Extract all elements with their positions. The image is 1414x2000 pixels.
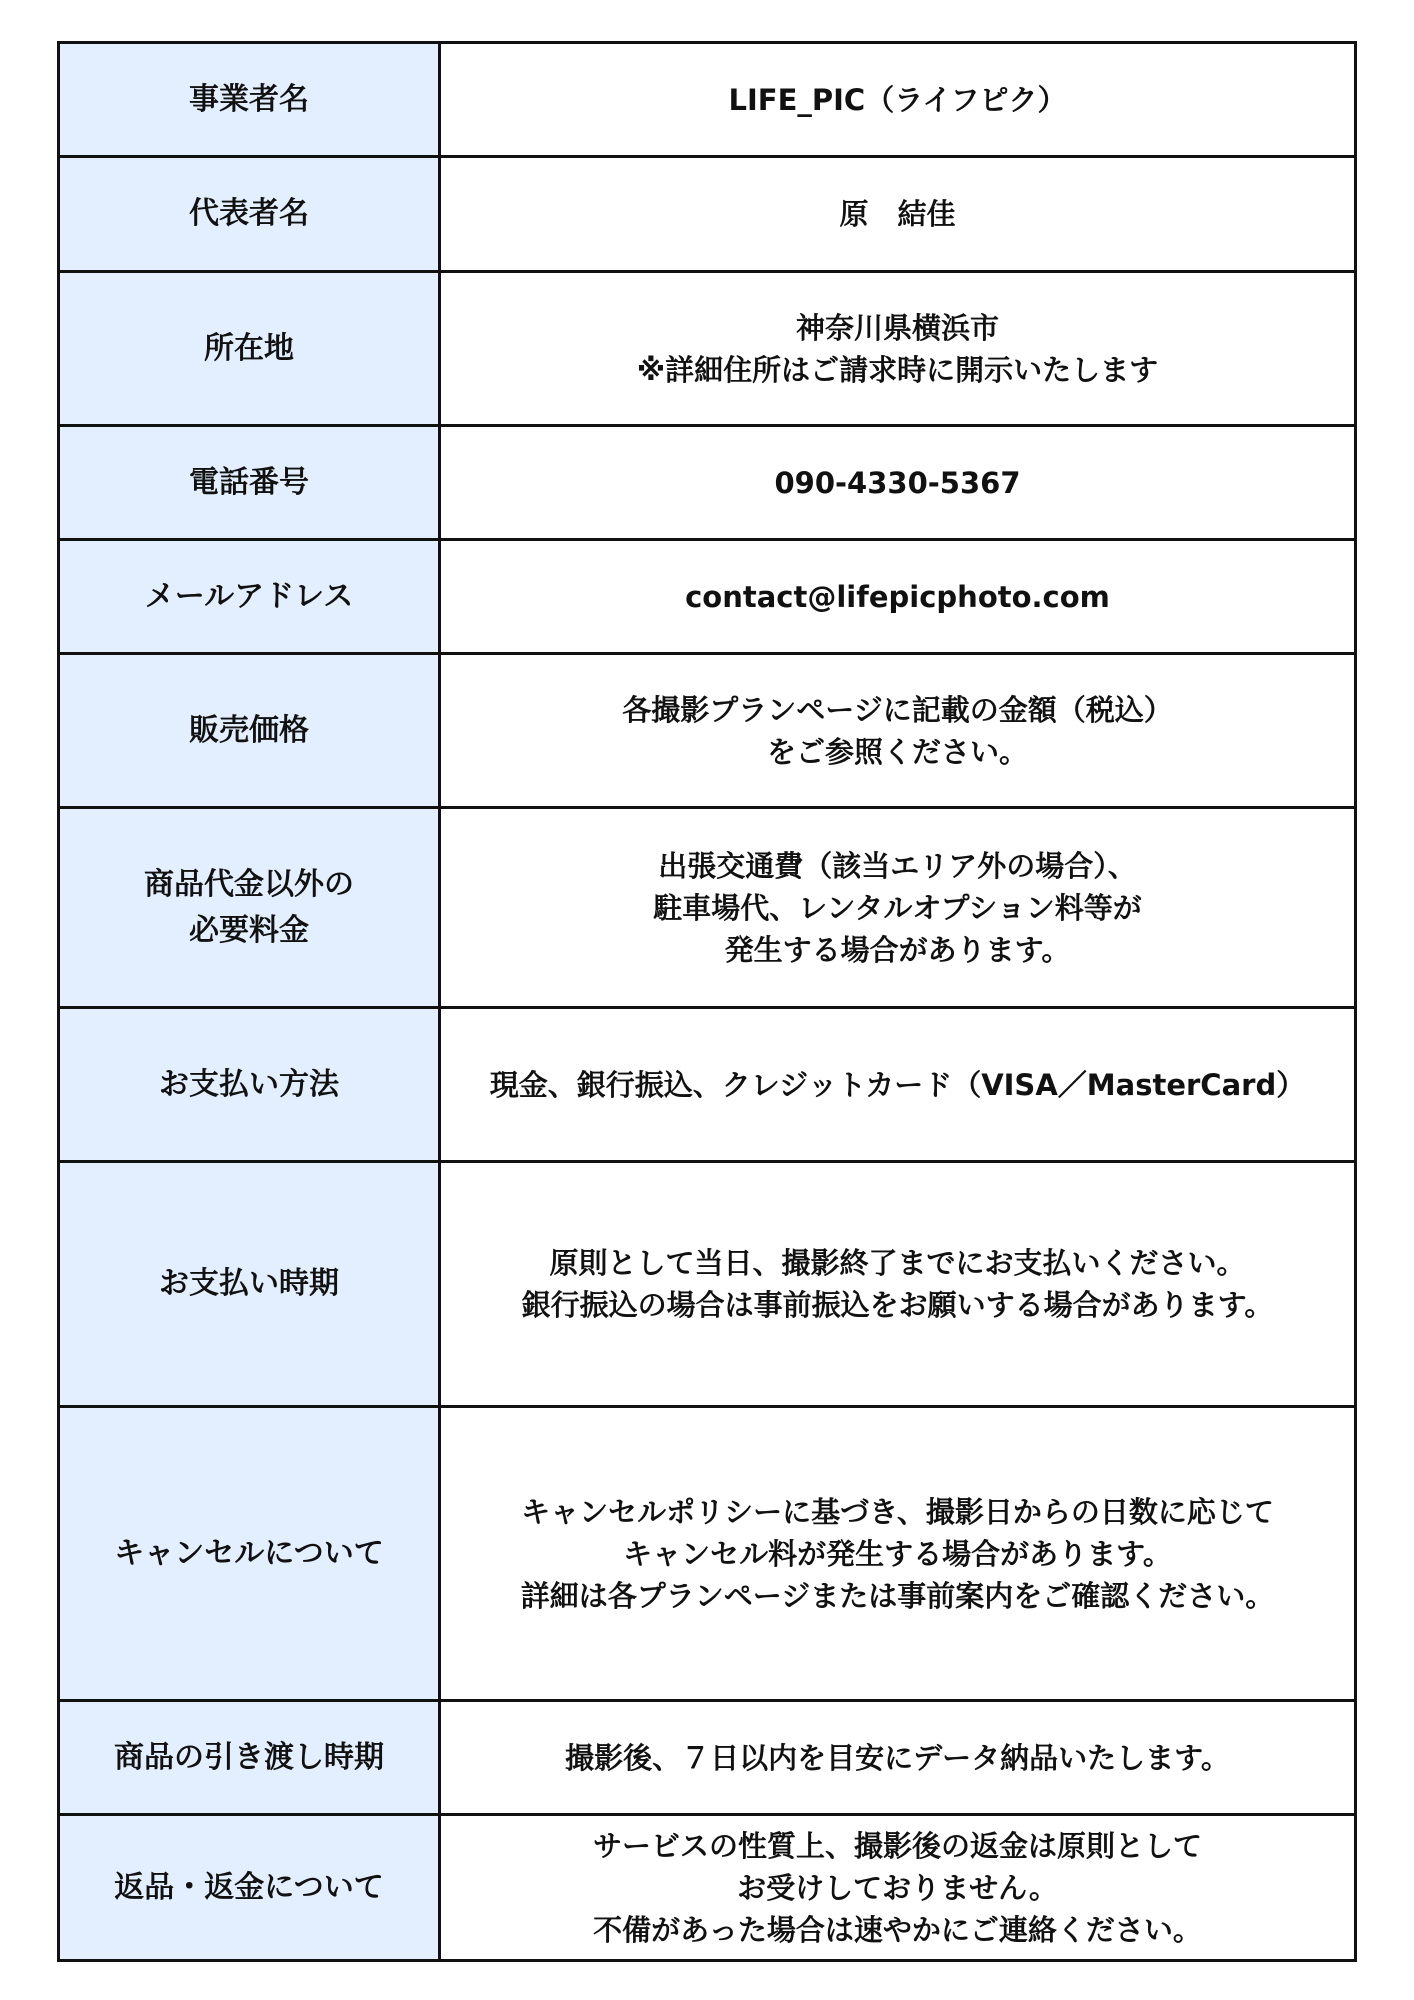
label-address: 所在地 (59, 272, 440, 426)
row-email (59, 540, 1356, 654)
label-extra-fees: 商品代金以外の 必要料金 (59, 808, 440, 1008)
label-phone: 電話番号 (59, 426, 440, 540)
value-delivery: 撮影後、７日以内を目安にデータ納品いたします。 (440, 1701, 1356, 1815)
value-payment-method: 現金、銀行振込、クレジットカード（VISA／MasterCard） (440, 1008, 1356, 1162)
row-business-name (59, 43, 1356, 157)
value-price: 各撮影プランページに記載の金額（税込） をご参照ください。 (440, 654, 1356, 808)
label-refund: 返品・返金について (59, 1815, 440, 1961)
row-payment-method (59, 1008, 1356, 1162)
row-refund (59, 1815, 1356, 1961)
label-business-name: 事業者名 (59, 43, 440, 157)
value-payment-timing: 原則として当日、撮影終了までにお支払いください。 銀行振込の場合は事前振込をお願いする場合があります。 (440, 1162, 1356, 1407)
label-cancellation: キャンセルについて (59, 1407, 440, 1701)
value-business-name: LIFE_PIC（ライフピク） (440, 43, 1356, 157)
value-representative: 原 結佳 (440, 157, 1356, 272)
row-phone (59, 426, 1356, 540)
row-delivery (59, 1701, 1356, 1815)
row-extra-fees (59, 808, 1356, 1008)
row-representative (59, 157, 1356, 272)
business-info-table (57, 41, 1357, 1962)
row-payment-timing (59, 1162, 1356, 1407)
value-refund: サービスの性質上、撮影後の返金は原則として お受けしておりません。 不備があった場合は速やかにご連絡ください。 (440, 1815, 1356, 1961)
row-address (59, 272, 1356, 426)
value-address: 神奈川県横浜市 ※詳細住所はご請求時に開示いたします (440, 272, 1356, 426)
label-delivery: 商品の引き渡し時期 (59, 1701, 440, 1815)
label-email: メールアドレス (59, 540, 440, 654)
value-extra-fees: 出張交通費（該当エリア外の場合）、 駐車場代、レンタルオプション料等が 発生する場合があります。 (440, 808, 1356, 1008)
value-phone: 090-4330-5367 (440, 426, 1356, 540)
value-email: contact@lifepicphoto.com (440, 540, 1356, 654)
label-representative: 代表者名 (59, 157, 440, 272)
row-price (59, 654, 1356, 808)
label-price: 販売価格 (59, 654, 440, 808)
label-payment-timing: お支払い時期 (59, 1162, 440, 1407)
value-cancellation: キャンセルポリシーに基づき、撮影日からの日数に応じて キャンセル料が発生する場合があります。 詳細は各プランページまたは事前案内をご確認ください。 (440, 1407, 1356, 1701)
label-payment-method: お支払い方法 (59, 1008, 440, 1162)
row-cancellation (59, 1407, 1356, 1701)
